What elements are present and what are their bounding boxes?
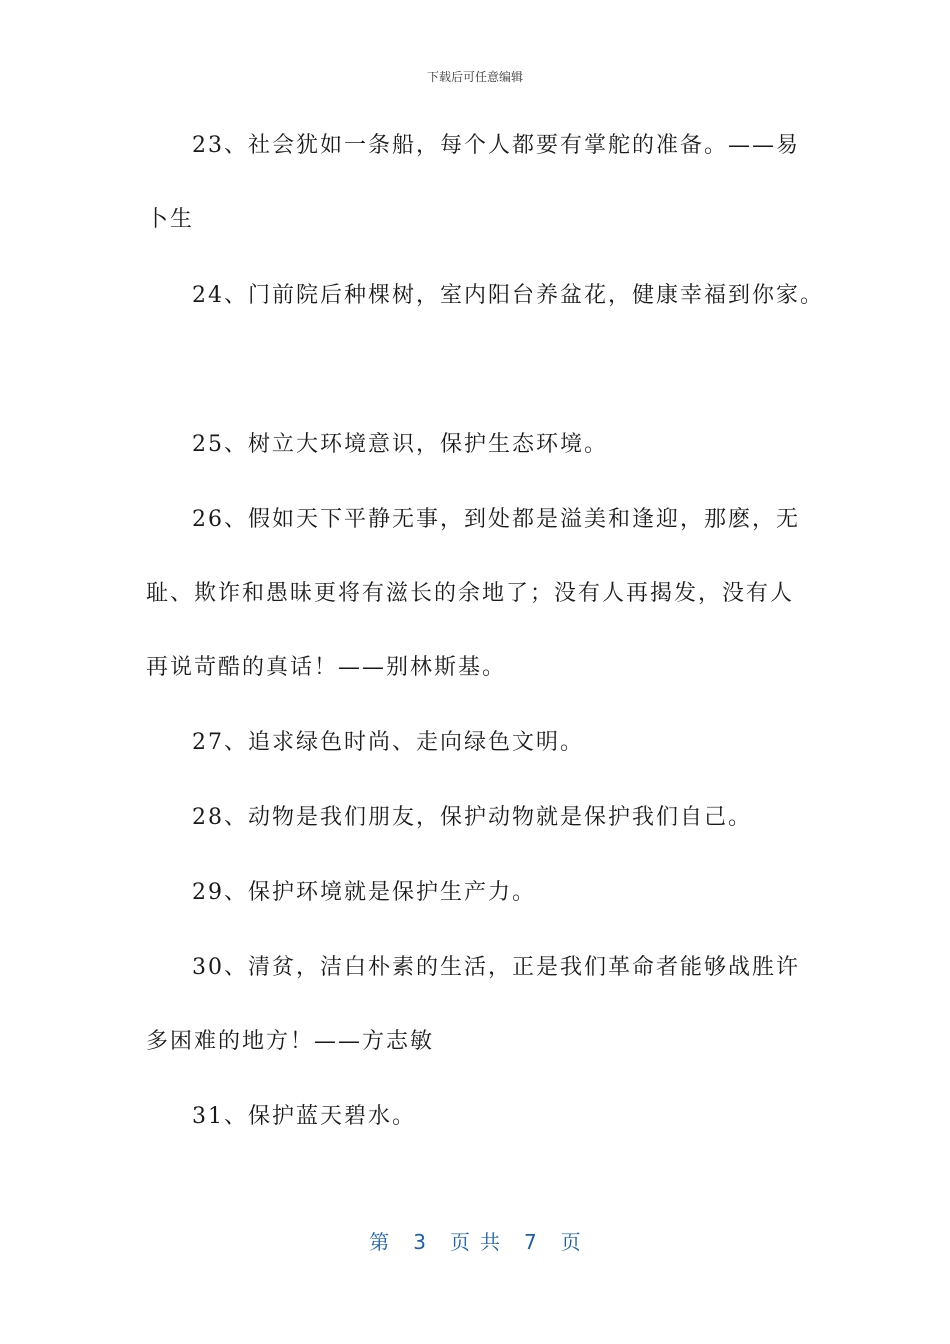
paragraph-28 bbox=[146, 805, 806, 879]
paragraph-line: 23、社会犹如一条船，每个人都要有掌舵的准备。——易 bbox=[192, 133, 800, 158]
paragraph-line: 31、保护蓝天碧水。 bbox=[192, 1104, 416, 1129]
paragraph-line: 24、门前院后种棵树，室内阳台养盆花，健康幸福到你家。 bbox=[192, 283, 824, 308]
footer-page-label-end: 页 bbox=[450, 1230, 470, 1254]
paragraph-25 bbox=[146, 432, 806, 506]
paragraph-line: 29、保护环境就是保护生产力。 bbox=[192, 880, 536, 905]
paragraph-line: 卜生 bbox=[146, 207, 195, 232]
paragraph-line: 多困难的地方！——方志敏 bbox=[146, 1029, 435, 1054]
paragraph-24 bbox=[146, 283, 824, 357]
paragraph-line: 27、追求绿色时尚、走向绿色文明。 bbox=[192, 730, 584, 755]
paragraph-line: 25、树立大环境意识，保护生态环境。 bbox=[192, 432, 608, 457]
page-header: 下载后可任意编辑 bbox=[426, 70, 523, 84]
paragraph-30 bbox=[146, 955, 806, 1103]
footer-total-label-end: 页 bbox=[560, 1230, 581, 1254]
paragraph-line: 再说苛酷的真话！——别林斯基。 bbox=[146, 655, 507, 680]
footer-total-label: 共 bbox=[480, 1230, 500, 1254]
paragraph-29 bbox=[146, 880, 806, 954]
footer-current-page: 3 bbox=[413, 1230, 426, 1254]
paragraph-line: 耻、欺诈和愚昧更将有滋长的余地了；没有人再揭发，没有人 bbox=[146, 581, 795, 606]
paragraph-31 bbox=[146, 1104, 806, 1178]
paragraph-line: 28、动物是我们朋友，保护动物就是保护我们自己。 bbox=[192, 805, 752, 830]
paragraph-27 bbox=[146, 730, 806, 804]
footer-total-pages: 7 bbox=[524, 1230, 537, 1254]
page-footer bbox=[0, 1226, 950, 1255]
footer-page-label: 第 bbox=[369, 1230, 390, 1254]
paragraph-26 bbox=[146, 507, 806, 729]
paragraph-line: 30、清贫，洁白朴素的生活，正是我们革命者能够战胜许 bbox=[192, 955, 800, 980]
paragraph-23 bbox=[146, 133, 806, 281]
paragraph-line: 26、假如天下平静无事，到处都是溢美和逢迎，那麽，无 bbox=[192, 507, 800, 532]
